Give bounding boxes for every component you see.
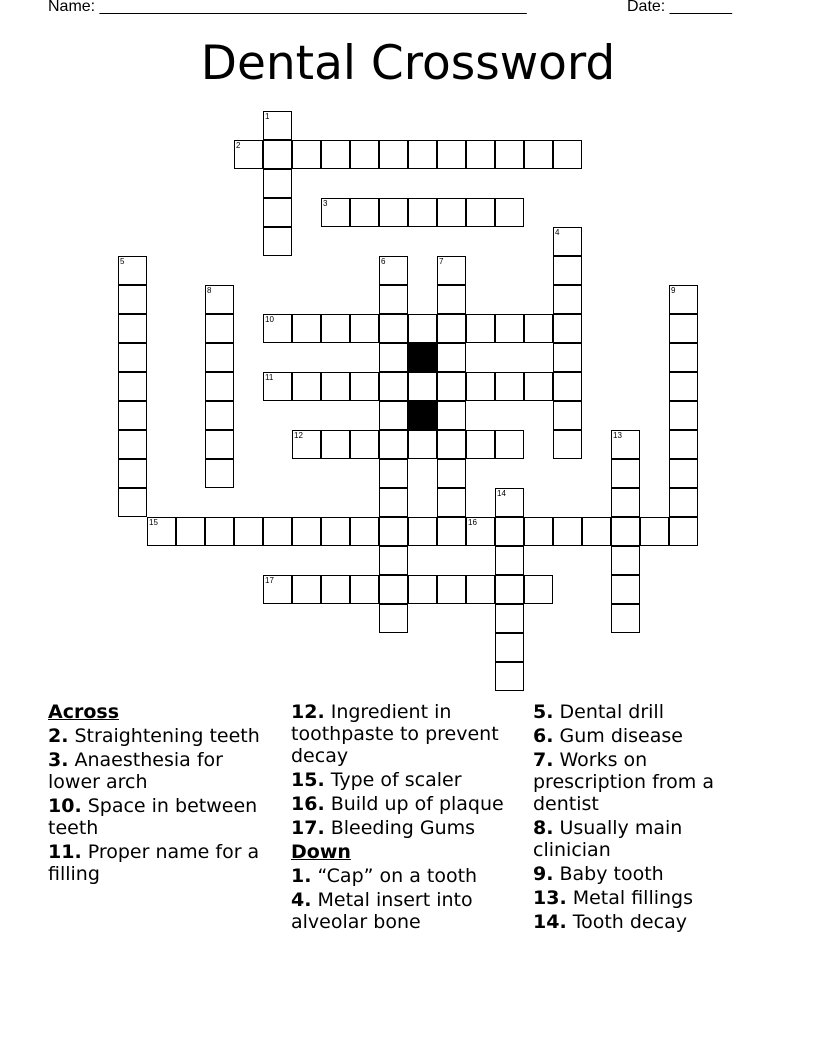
crossword-cell[interactable] xyxy=(437,256,466,285)
crossword-cell[interactable] xyxy=(350,372,379,401)
cell-number: 14 xyxy=(497,489,506,498)
crossword-cell[interactable] xyxy=(553,517,582,546)
clue-down-1 xyxy=(291,865,523,887)
clue-text: Proper name for a filling xyxy=(48,841,260,885)
crossword-cell[interactable] xyxy=(292,140,321,169)
crossword-cell[interactable] xyxy=(379,314,408,343)
cell-number: 11 xyxy=(265,373,274,382)
crossword-cell[interactable] xyxy=(205,430,234,459)
crossword-cell[interactable] xyxy=(495,314,524,343)
cell-number: 9 xyxy=(671,286,676,295)
clue-across-16 xyxy=(291,793,523,815)
crossword-cell[interactable] xyxy=(437,140,466,169)
crossword-cell[interactable] xyxy=(669,372,698,401)
crossword-cell[interactable] xyxy=(437,372,466,401)
clue-number: 15. xyxy=(291,769,325,791)
crossword-cell[interactable] xyxy=(553,372,582,401)
crossword-cell[interactable] xyxy=(263,372,292,401)
crossword-cell[interactable] xyxy=(379,372,408,401)
crossword-cell[interactable] xyxy=(553,256,582,285)
crossword-cell[interactable] xyxy=(379,517,408,546)
cell-number: 15 xyxy=(149,518,158,527)
clue-number: 12. xyxy=(291,701,325,723)
crossword-cell[interactable] xyxy=(611,459,640,488)
crossword-cell[interactable] xyxy=(234,140,263,169)
cell-number: 4 xyxy=(555,228,560,237)
crossword-cell[interactable] xyxy=(524,372,553,401)
crossword-cell[interactable] xyxy=(611,604,640,633)
crossword-cell[interactable] xyxy=(263,517,292,546)
crossword-cell[interactable] xyxy=(350,198,379,227)
crossword-cell[interactable] xyxy=(292,517,321,546)
crossword-cell[interactable] xyxy=(495,633,524,662)
clue-column-3 xyxy=(533,701,765,935)
crossword-cell[interactable] xyxy=(205,517,234,546)
crossword-cell[interactable] xyxy=(495,517,524,546)
clue-across-2 xyxy=(48,725,280,747)
crossword-cell[interactable] xyxy=(205,343,234,372)
crossword-cell[interactable] xyxy=(437,517,466,546)
clue-column-1 xyxy=(48,701,280,887)
crossword-cell[interactable] xyxy=(176,517,205,546)
clue-down-5 xyxy=(533,701,765,723)
crossword-cell[interactable] xyxy=(321,430,350,459)
clue-down-6 xyxy=(533,725,765,747)
crossword-cell[interactable] xyxy=(205,314,234,343)
crossword-cell[interactable] xyxy=(379,401,408,430)
crossword-cell[interactable] xyxy=(466,517,495,546)
crossword-cell[interactable] xyxy=(466,372,495,401)
cell-number: 7 xyxy=(439,257,444,266)
clue-across-11 xyxy=(48,841,280,885)
clue-text: Straightening teeth xyxy=(74,725,260,747)
clue-number: 2. xyxy=(48,725,69,747)
crossword-cell[interactable] xyxy=(350,517,379,546)
crossword-cell[interactable] xyxy=(553,227,582,256)
crossword-cell[interactable] xyxy=(495,140,524,169)
crossword-cell[interactable] xyxy=(495,604,524,633)
crossword-cell[interactable] xyxy=(321,140,350,169)
crossword-cell[interactable] xyxy=(379,546,408,575)
crossword-cell[interactable] xyxy=(640,517,669,546)
clue-column-2 xyxy=(291,701,523,935)
across-heading: Across xyxy=(48,701,120,723)
crossword-cell[interactable] xyxy=(234,517,263,546)
clue-text: Gum disease xyxy=(559,725,683,747)
crossword-cell[interactable] xyxy=(408,198,437,227)
clue-text: Metal insert into alveolar bone xyxy=(291,889,473,933)
crossword-cell[interactable] xyxy=(379,285,408,314)
crossword-cell[interactable] xyxy=(263,169,292,198)
crossword-cell[interactable] xyxy=(350,314,379,343)
crossword-cell[interactable] xyxy=(379,256,408,285)
cell-number: 1 xyxy=(265,112,270,121)
crossword-cell[interactable] xyxy=(669,343,698,372)
clue-number: 13. xyxy=(533,887,567,909)
clue-text: Build up of plaque xyxy=(330,793,504,815)
crossword-cell[interactable] xyxy=(437,575,466,604)
crossword-cell[interactable] xyxy=(553,401,582,430)
crossword-cell[interactable] xyxy=(524,314,553,343)
crossword-cell[interactable] xyxy=(408,517,437,546)
cell-number: 6 xyxy=(381,257,386,266)
down-heading: Down xyxy=(291,841,351,863)
crossword-cell[interactable] xyxy=(118,372,147,401)
crossword-cell[interactable] xyxy=(437,430,466,459)
clue-down-8 xyxy=(533,817,765,861)
crossword-cell[interactable] xyxy=(118,401,147,430)
clue-number: 5. xyxy=(533,701,554,723)
crossword-cell[interactable] xyxy=(553,314,582,343)
crossword-cell[interactable] xyxy=(379,604,408,633)
crossword-cell[interactable] xyxy=(466,198,495,227)
clue-text: Ingredient in toothpaste to prevent decay xyxy=(291,701,499,767)
crossword-cell[interactable] xyxy=(321,517,350,546)
clue-number: 14. xyxy=(533,911,567,933)
crossword-cell[interactable] xyxy=(118,285,147,314)
crossword-cell[interactable] xyxy=(495,488,524,517)
cell-number: 2 xyxy=(236,141,241,150)
name-field[interactable]: Name: ________________________________________________ xyxy=(48,0,527,15)
crossword-cell[interactable] xyxy=(118,430,147,459)
crossword-cell[interactable] xyxy=(669,285,698,314)
crossword-cell[interactable] xyxy=(669,314,698,343)
crossword-cell[interactable] xyxy=(495,430,524,459)
clue-number: 7. xyxy=(533,749,554,771)
date-field[interactable]: Date: _______ xyxy=(627,0,732,15)
clue-text: Tooth decay xyxy=(572,911,687,933)
crossword-cell[interactable] xyxy=(669,488,698,517)
crossword-cell[interactable] xyxy=(292,575,321,604)
crossword-cell[interactable] xyxy=(263,227,292,256)
crossword-cell[interactable] xyxy=(669,430,698,459)
clue-across-10 xyxy=(48,795,280,839)
cell-number: 12 xyxy=(294,431,303,440)
crossword-cell[interactable] xyxy=(205,372,234,401)
cell-number: 3 xyxy=(323,199,328,208)
cell-number: 8 xyxy=(207,286,212,295)
clue-number: 17. xyxy=(291,817,325,839)
crossword-cell[interactable] xyxy=(408,372,437,401)
crossword-cell[interactable] xyxy=(669,459,698,488)
crossword-cell[interactable] xyxy=(524,140,553,169)
clue-number: 3. xyxy=(48,749,69,771)
crossword-cell[interactable] xyxy=(292,372,321,401)
shaded-cell xyxy=(408,343,437,372)
crossword-cell[interactable] xyxy=(118,256,147,285)
crossword-cell[interactable] xyxy=(379,488,408,517)
clue-text: Metal fillings xyxy=(572,887,694,909)
crossword-cell[interactable] xyxy=(350,430,379,459)
clue-text: Anaesthesia for lower arch xyxy=(48,749,223,793)
crossword-cell[interactable] xyxy=(118,343,147,372)
crossword-cell[interactable] xyxy=(495,372,524,401)
crossword-cell[interactable] xyxy=(582,517,611,546)
crossword-cell[interactable] xyxy=(553,343,582,372)
crossword-cell[interactable] xyxy=(118,488,147,517)
crossword-cell[interactable] xyxy=(408,314,437,343)
crossword-cell[interactable] xyxy=(553,430,582,459)
crossword-cell[interactable] xyxy=(379,575,408,604)
clue-across-12 xyxy=(291,701,523,767)
crossword-cell[interactable] xyxy=(292,430,321,459)
clue-across-3 xyxy=(48,749,280,793)
crossword-cell[interactable] xyxy=(321,575,350,604)
clue-text: Usually main clinician xyxy=(533,817,683,861)
crossword-cell[interactable] xyxy=(437,343,466,372)
cell-number: 5 xyxy=(120,257,125,266)
clue-down-4 xyxy=(291,889,523,933)
clue-text: Dental drill xyxy=(559,701,664,723)
shaded-cell xyxy=(408,401,437,430)
crossword-cell[interactable] xyxy=(437,488,466,517)
clue-number: 10. xyxy=(48,795,82,817)
crossword-cell[interactable] xyxy=(379,343,408,372)
page-title: Dental Crossword xyxy=(200,36,616,91)
crossword-cell[interactable] xyxy=(263,575,292,604)
crossword-cell[interactable] xyxy=(524,517,553,546)
clue-text: Baby tooth xyxy=(559,863,664,885)
crossword-cell[interactable] xyxy=(292,314,321,343)
clue-text: Space in between teeth xyxy=(48,795,258,839)
cell-number: 16 xyxy=(468,518,477,527)
clue-text: Works on prescription from a dentist xyxy=(533,749,714,815)
clue-text: “Cap” on a tooth xyxy=(317,865,478,887)
crossword-cell[interactable] xyxy=(350,140,379,169)
crossword-cell[interactable] xyxy=(495,575,524,604)
crossword-cell[interactable] xyxy=(466,314,495,343)
crossword-cell[interactable] xyxy=(437,314,466,343)
crossword-cell[interactable] xyxy=(379,140,408,169)
crossword-cell[interactable] xyxy=(379,198,408,227)
clue-down-7 xyxy=(533,749,765,815)
crossword-cell[interactable] xyxy=(495,546,524,575)
crossword-cell[interactable] xyxy=(350,575,379,604)
clue-across-15 xyxy=(291,769,523,791)
cell-number: 10 xyxy=(265,315,274,324)
crossword-cell[interactable] xyxy=(118,459,147,488)
clue-number: 4. xyxy=(291,889,312,911)
crossword-cell[interactable] xyxy=(379,459,408,488)
crossword-cell[interactable] xyxy=(553,285,582,314)
header xyxy=(48,0,748,20)
crossword-cell[interactable] xyxy=(408,140,437,169)
crossword-cell[interactable] xyxy=(495,198,524,227)
clue-number: 6. xyxy=(533,725,554,747)
clue-text: Type of scaler xyxy=(330,769,462,791)
clue-number: 8. xyxy=(533,817,554,839)
crossword-cell[interactable] xyxy=(205,401,234,430)
crossword-cell[interactable] xyxy=(408,430,437,459)
clue-number: 9. xyxy=(533,863,554,885)
crossword-cell[interactable] xyxy=(524,575,553,604)
crossword-cell[interactable] xyxy=(205,285,234,314)
crossword-cell[interactable] xyxy=(321,372,350,401)
crossword-cell[interactable] xyxy=(379,430,408,459)
crossword-cell[interactable] xyxy=(437,285,466,314)
clue-across-17 xyxy=(291,817,523,839)
crossword-cell[interactable] xyxy=(321,198,350,227)
crossword-cell[interactable] xyxy=(611,488,640,517)
crossword-cell[interactable] xyxy=(147,517,176,546)
cell-number: 17 xyxy=(265,576,274,585)
crossword-cell[interactable] xyxy=(611,517,640,546)
crossword-cell[interactable] xyxy=(669,517,698,546)
crossword-cell[interactable] xyxy=(263,140,292,169)
clue-number: 16. xyxy=(291,793,325,815)
crossword-cell[interactable] xyxy=(118,314,147,343)
crossword-cell[interactable] xyxy=(437,198,466,227)
crossword-cell[interactable] xyxy=(669,401,698,430)
crossword-cell[interactable] xyxy=(611,575,640,604)
clue-number: 11. xyxy=(48,841,82,863)
crossword-cell[interactable] xyxy=(611,546,640,575)
crossword-cell[interactable] xyxy=(205,459,234,488)
crossword-cell[interactable] xyxy=(466,140,495,169)
clue-text: Bleeding Gums xyxy=(330,817,476,839)
crossword-cell[interactable] xyxy=(437,459,466,488)
crossword-cell[interactable] xyxy=(437,401,466,430)
cell-number: 13 xyxy=(613,431,622,440)
crossword-cell[interactable] xyxy=(611,430,640,459)
crossword-cell[interactable] xyxy=(321,314,350,343)
crossword-cell[interactable] xyxy=(263,314,292,343)
crossword-cell[interactable] xyxy=(263,111,292,140)
crossword-cell[interactable] xyxy=(408,575,437,604)
crossword-cell[interactable] xyxy=(466,575,495,604)
clue-down-9 xyxy=(533,863,765,885)
clue-down-14 xyxy=(533,911,765,933)
clue-down-13 xyxy=(533,887,765,909)
crossword-cell[interactable] xyxy=(495,662,524,691)
crossword-cell[interactable] xyxy=(553,140,582,169)
crossword-cell[interactable] xyxy=(263,198,292,227)
crossword-cell[interactable] xyxy=(466,430,495,459)
clue-number: 1. xyxy=(291,865,312,887)
